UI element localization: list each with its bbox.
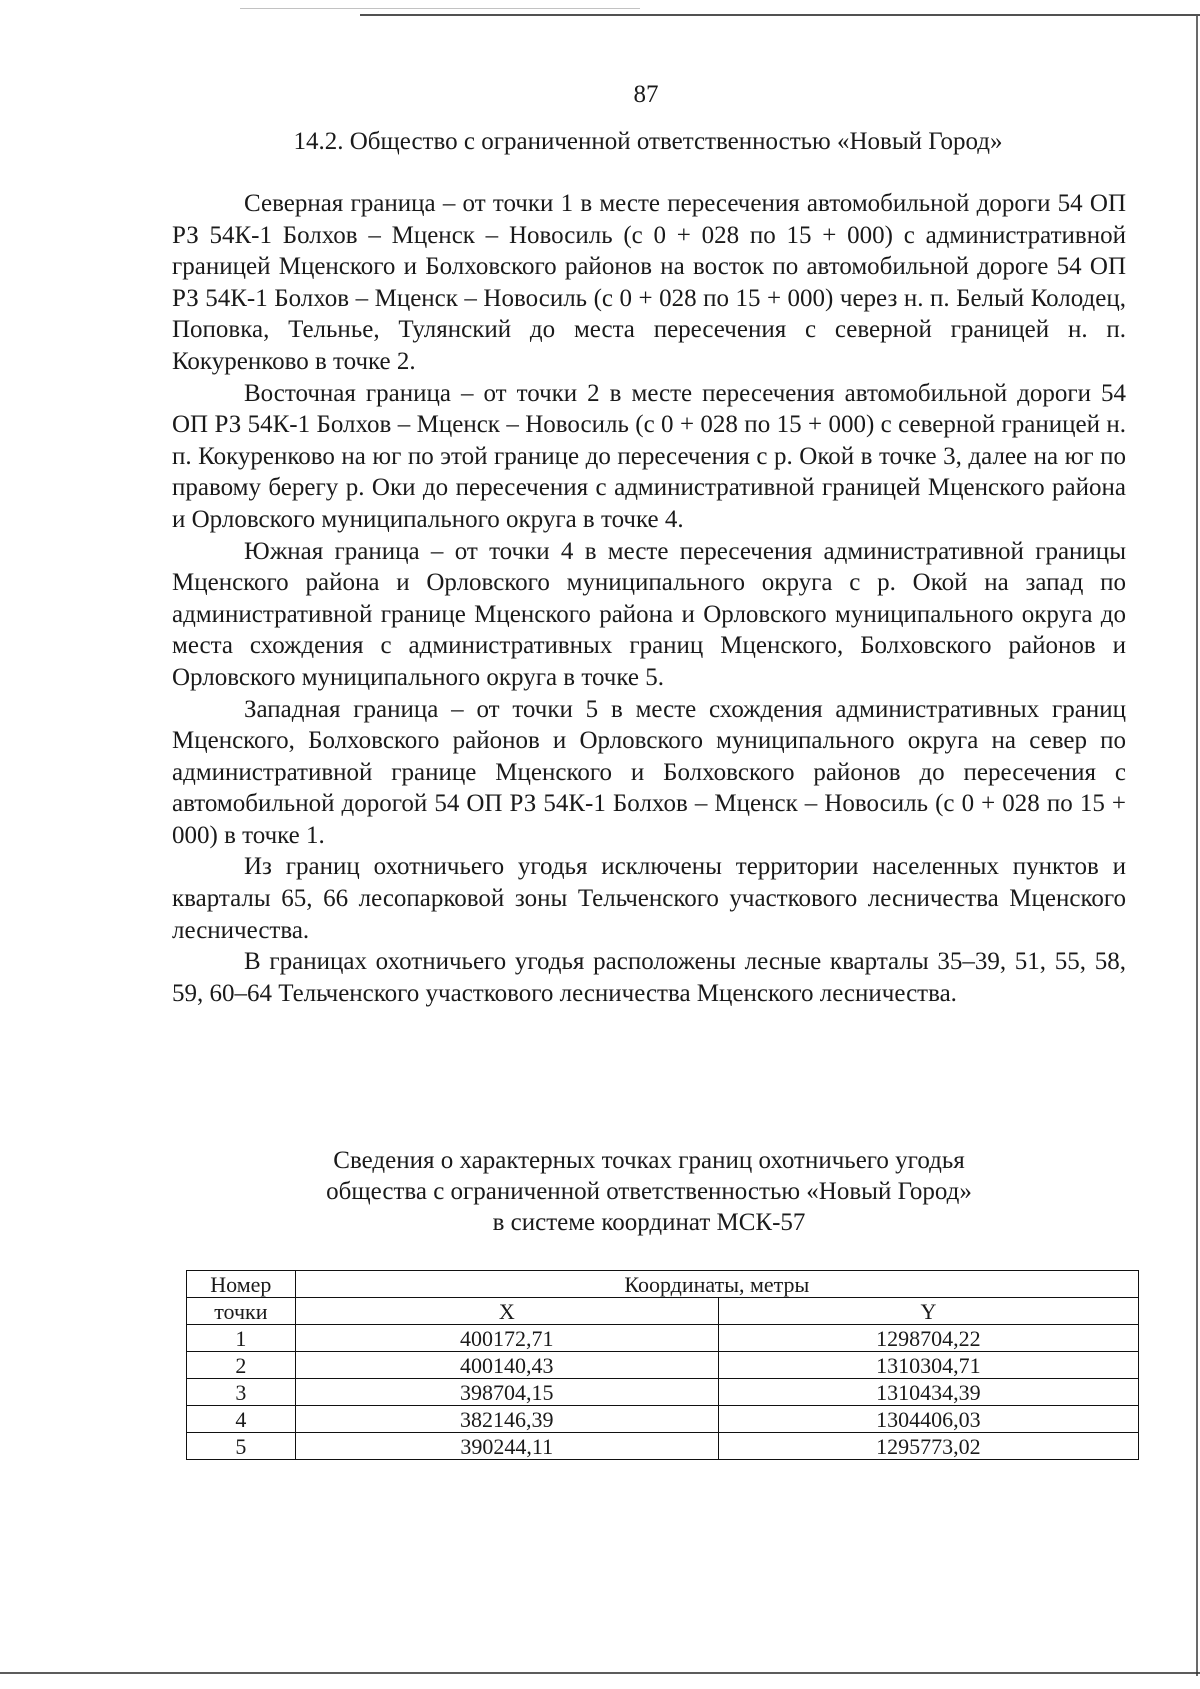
page-number: 87 — [633, 81, 659, 108]
table-row — [187, 1379, 1139, 1406]
cell-x: 390244,11 — [295, 1433, 718, 1460]
cell-y: 1298704,22 — [718, 1325, 1138, 1352]
cell-point: 5 — [187, 1433, 296, 1460]
scan-edge-bottom — [0, 1672, 1200, 1674]
header-coordinates: Координаты, метры — [295, 1271, 1138, 1298]
table-row — [187, 1433, 1139, 1460]
coordinates-table — [186, 1270, 1139, 1460]
cell-x: 398704,15 — [295, 1379, 718, 1406]
cell-point: 1 — [187, 1325, 296, 1352]
paragraph-east-border: Восточная граница – от точки 2 в месте пересечения автомобильной дороги 54 ОП РЗ 54К-1 Болхов – Мценск – Новосиль (с 0 + 028 по 15 + 000) с северной границей н. п. Кокуренково на юг по этой границе до пересечения с р. Окой в точке 3, далее на юг по правому берегу р. Оки до пересечения с административной границей Мценского района и Орловского муниципального округа в точке 4. — [172, 379, 1126, 533]
table-caption-line: общества с ограниченной ответственностью «Новый Город» — [326, 1178, 972, 1205]
paragraph-north-border: Северная граница – от точки 1 в месте пересечения автомобильной дороги 54 ОП РЗ 54К-1 Болхов – Мценск – Новосиль (с 0 + 028 по 15 + 000) с административной границей Мценского и Болховского районов на восток по автомобильной дороге 54 ОП РЗ 54К-1 Болхов – Мценск – Новосиль (с 0 + 028 по 15 + 000) через н. п. Белый Колодец, Поповка, Тельнье, Тулянский до места пересечения с северной границей н. п. Кокуренково в точке 2. — [172, 190, 1126, 375]
section-title: 14.2. Общество с ограниченной ответственностью «Новый Город» — [293, 128, 1003, 155]
paragraph-west-border: Западная граница – от точки 5 в месте схождения административных границ Мценского, Болховского районов и Орловского муниципального округа на север по административной границе Мценского и Болховского районов до пересечения с автомобильной дорогой 54 ОП РЗ 54К-1 Болхов – Мценск – Новосиль (с 0 + 028 по 15 + 000) в точке 1. — [172, 695, 1126, 849]
scan-edge-top-faint — [240, 8, 640, 9]
scan-edge-right — [1196, 16, 1198, 1676]
table-row — [187, 1406, 1139, 1433]
paragraph-south-border: Южная граница – от точки 4 в месте пересечения административной границы Мценского района и Орловского муниципального округа с р. Окой на запад по административной границе Мценского района и Орловского муниципального округа до места схождения с административных границ Мценского, Болховского районов и Орловского муниципального округа в точке 5. — [172, 537, 1126, 691]
paragraph-forest-quarters: В границах охотничьего угодья расположены лесные кварталы 35–39, 51, 55, 58, 59, 60–64 Тельченского участкового лесничества Мценского лесничества. — [172, 948, 1126, 1007]
cell-y: 1310304,71 — [718, 1352, 1138, 1379]
header-point-number-cont: точки — [187, 1298, 296, 1325]
table-row — [187, 1325, 1139, 1352]
table-caption-line: в системе координат МСК-57 — [492, 1209, 806, 1236]
cell-x: 400172,71 — [295, 1325, 718, 1352]
table-row — [187, 1352, 1139, 1379]
cell-point: 4 — [187, 1406, 296, 1433]
table-caption — [172, 1145, 1126, 1238]
header-x: X — [295, 1298, 718, 1325]
cell-y: 1310434,39 — [718, 1379, 1138, 1406]
header-y: Y — [718, 1298, 1138, 1325]
cell-y: 1304406,03 — [718, 1406, 1138, 1433]
paragraph-exclusions: Из границ охотничьего угодья исключены территории населенных пунктов и кварталы 65, 66 лесопарковой зоны Тельченского участкового лесничества Мценского лесничества. — [172, 853, 1126, 944]
cell-point: 2 — [187, 1352, 296, 1379]
body-text — [172, 188, 1126, 1009]
cell-x: 400140,43 — [295, 1352, 718, 1379]
cell-y: 1295773,02 — [718, 1433, 1138, 1460]
cell-point: 3 — [187, 1379, 296, 1406]
header-point-number: Номер — [187, 1271, 296, 1298]
table-caption-line: Сведения о характерных точках границ охотничьего угодья — [333, 1147, 965, 1174]
scan-edge-top — [360, 14, 1200, 16]
cell-x: 382146,39 — [295, 1406, 718, 1433]
